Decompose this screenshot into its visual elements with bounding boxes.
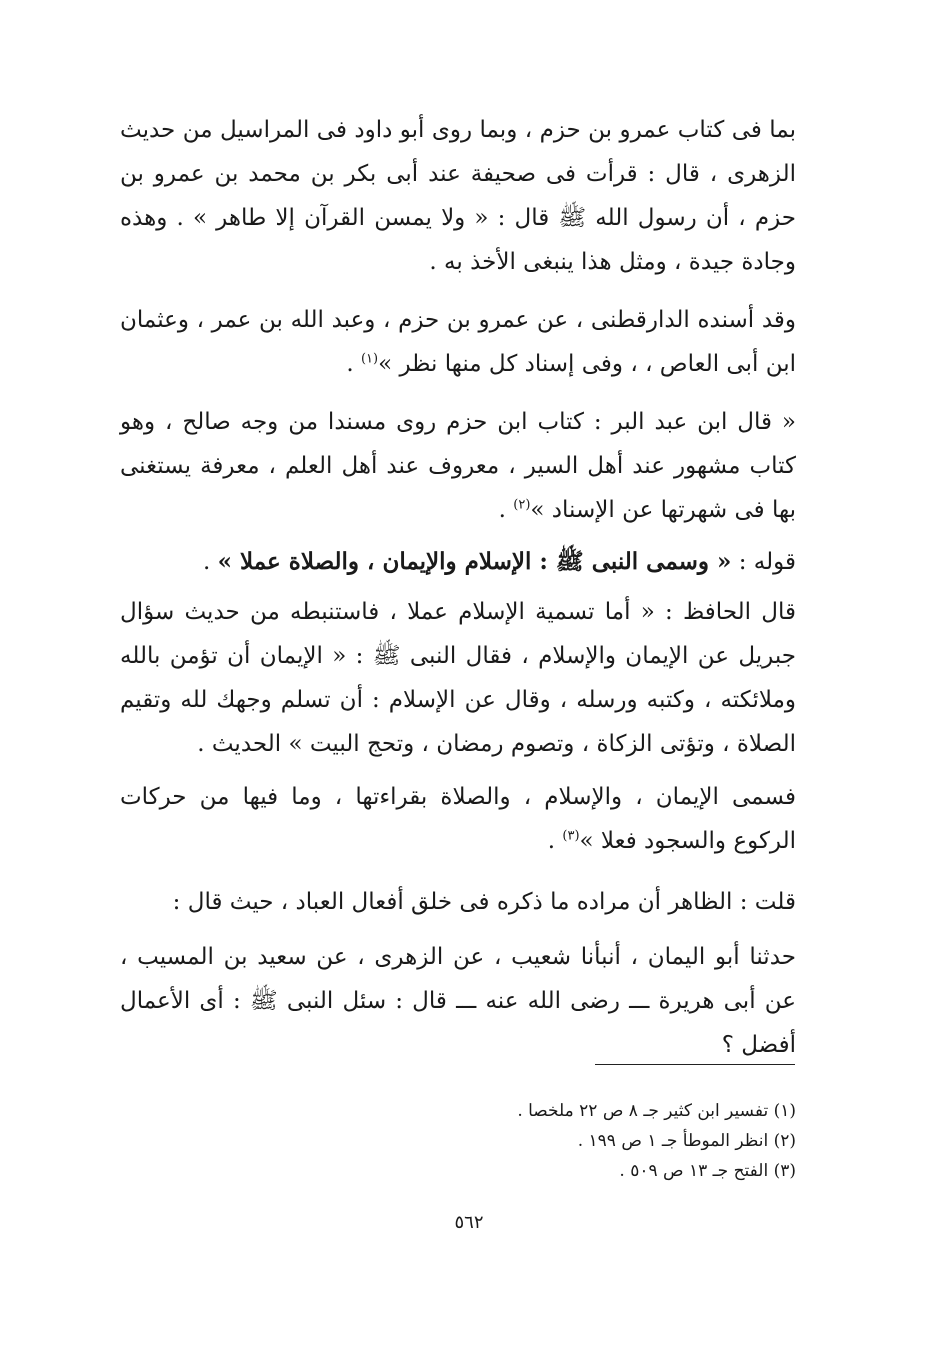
footnote-3: (٣) الفتح جـ ١٣ ص ٥٠٩ . — [619, 1161, 796, 1181]
paragraph-text: قلت : الظاهر أن مراده ما ذكره فى خلق أفعال العباد ، حيث قال : — [172, 889, 796, 915]
paragraph-2 — [120, 298, 796, 386]
quoted-heading — [120, 540, 796, 584]
paragraph-4 — [120, 590, 796, 766]
paragraph-3 — [120, 400, 796, 532]
paragraph-text: وقد أسنده الدارقطنى ، عن عمرو بن حزم ، وعبد الله بن عمر ، وعثمان ابن أبى العاص ، ، وفى إسناد كل منها نظر » — [120, 307, 796, 377]
sentence-end: . — [547, 828, 563, 854]
footnote-separator — [595, 1064, 795, 1065]
footnote-1: (١) تفسير ابن كثير جـ ٨ ص ٢٢ ملخصا . — [517, 1101, 796, 1121]
heading-bold-text: « وسمى النبى ﷺ : الإسلام والإيمان ، والصلاة عملا » — [217, 548, 732, 575]
paragraph-6 — [120, 880, 796, 924]
footnotes — [300, 1096, 796, 1186]
footnote-ref-1: (١) — [360, 351, 379, 367]
footnote-ref-2: (٢) — [513, 497, 531, 513]
sentence-end: . — [346, 351, 361, 377]
paragraph-text: « قال ابن عبد البر : كتاب ابن حزم روى مسندا من وجه صالح ، وهو كتاب مشهور عند أهل السير ، معروف عند أهل العلم ، معرفة يستغنى بها فى شهرتها عن الإسناد » — [120, 409, 796, 523]
paragraph-text: بما فى كتاب عمرو بن حزم ، وبما روى أبو داود فى المراسيل من حديث الزهرى ، قال : قرأت فى صحيفة عند أبى بكر بن محمد بن عمرو بن حزم ، أن رسول الله ﷺ قال : « ولا يمسن القرآن إلا طاهر » . وهذه وجادة جيدة ، ومثل هذا ينبغى الأخذ به . — [120, 117, 796, 275]
page-number: ٥٦٢ — [454, 1212, 484, 1233]
heading-suffix: . — [203, 549, 218, 575]
footnote-2: (٢) انظر الموطأ جـ ١ ص ١٩٩ . — [577, 1131, 796, 1151]
paragraph-5 — [120, 775, 796, 863]
heading-prefix: قوله : — [731, 549, 796, 575]
paragraph-1 — [120, 108, 796, 284]
paragraph-text: فسمى الإيمان ، والإسلام ، والصلاة بقراءتها ، وما فيها من حركات الركوع والسجود فعلا » — [120, 784, 796, 854]
paragraph-7 — [120, 935, 796, 1067]
sentence-end: . — [498, 497, 514, 523]
paragraph-text: قال الحافظ : « أما تسمية الإسلام عملا ، فاستنبطه من حديث سؤال جبريل عن الإيمان والإسلام ، فقال النبى ﷺ : « الإيمان أن تؤمن بالله وملائكته ، وكتبه ورسله ، وقال عن الإسلام : أن تسلم وجهك لله وتقيم الصلاة ، وتؤتى الزكاة ، وتصوم رمضان ، وتحج البيت » الحديث . — [120, 599, 796, 757]
paragraph-text: حدثنا أبو اليمان ، أنبأنا شعيب ، عن الزهرى ، عن سعيد بن المسيب ، عن أبى هريرة ـــ رضى الله عنه ـــ قال : سئل النبى ﷺ : أى الأعمال أفضل ؟ — [120, 944, 796, 1058]
footnote-ref-3: (٣) — [562, 828, 580, 844]
